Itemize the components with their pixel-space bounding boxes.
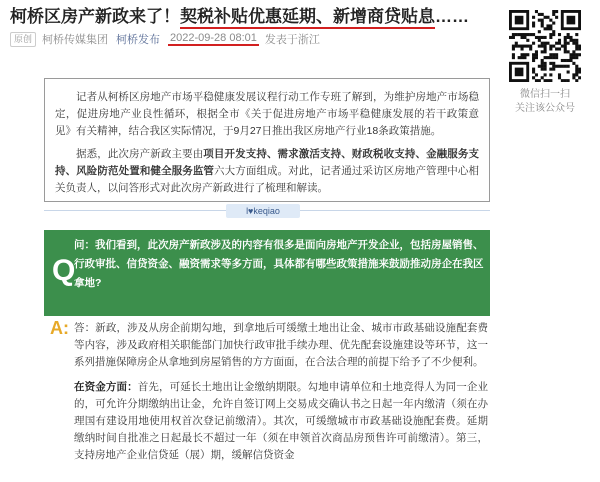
qr-caption-line1: 微信扫一扫 [520, 89, 570, 100]
channel-link[interactable]: 柯桥发布 [116, 34, 161, 46]
article-title [10, 4, 500, 30]
answer-body [74, 320, 488, 472]
qr-caption [495, 88, 595, 116]
source-name: 柯桥传媒集团 [42, 34, 109, 46]
answer-letter: A: [50, 318, 69, 338]
qr-code [509, 10, 581, 82]
question-letter: Q [52, 254, 76, 287]
publish-date: 2022-09-28 08:01 [170, 32, 257, 44]
title-suffix: …… [435, 7, 469, 26]
answer-p2-heading: 在资金方面： [74, 381, 138, 393]
answer-paragraph-2 [74, 379, 488, 464]
summary-box [44, 78, 490, 202]
title-highlight: 契税补贴优惠延期、新增商贷贴息 [180, 7, 435, 29]
qr-caption-line2: 关注该公众号 [515, 103, 575, 114]
divider-label: l♥keqiao [226, 204, 300, 218]
original-badge: 原创 [10, 32, 36, 47]
answer-paragraph-1: 答：新政，涉及从房企前期勾地，到拿地后可缓缴土地出让金、城市市政基础设施配套费等内容，涉及政府相关职能部门加快行政审批手续办理、优先配套设施建设等环节，这一系列措施保障房企从拿地到房屋销售的方方面面，在合法合理的前提下给予了不少便利。 [74, 322, 488, 368]
summary-p2-bold: 项目开发支持、需求激活支持、财政税收支持、金融服务支持、风险防范处置和健全服务监管 [55, 148, 479, 177]
title-prefix: 柯桥区房产新政来了！ [10, 7, 180, 26]
summary-paragraph-1: 记者从柯桥区房地产市场平稳健康发展议程行动工作专班了解到，为维护房地产市场稳定，促进房地产业良性循环，根据全市《关于促进房地产市场平稳健康发展的若干政策意见》有关精神，结合我区实际情况，于9月27日推出我区房地产行业18条政策措施。 [55, 91, 479, 137]
qr-code-icon [509, 10, 581, 82]
article-meta [10, 30, 500, 48]
answer-p2-text: 首先，可延长土地出让金缴纳期限。勾地申请单位和土地竞得人为同一企业的，可允许分期缴纳出让金，允许自签订网上交易成交确认书之日起一年内缴清（须在办理国有建设用地使用权首次登记前缴清）。其次，可缓缴城市市政基础设施配套费。延期缴纳时间自批准之日起最长不超过一年（须在申领首次商品房预售许可前缴清）。第三，支持房地产企业信贷延（展）期，缓解信贷资金 [74, 381, 489, 461]
question-text: 问：我们看到，此次房产新政涉及的内容有很多是面向房地产开发企业，包括房屋销售、行政审批、信贷资金、融资需求等多方面，具体都有哪些政策措施来鼓励推动房企在我区拿地? [74, 239, 484, 289]
publish-location: 发表于浙江 [264, 34, 320, 46]
question-block [44, 230, 490, 316]
summary-p2-start: 据悉，此次房产新政主要由 [76, 148, 204, 160]
summary-paragraph-2 [55, 146, 479, 197]
summary-p2-end: 六大方面组成。对此，记者通过采访区房地产管理中心相关负责人，以问答形式对此次房产新政进行了梳理和解读。 [55, 165, 480, 194]
